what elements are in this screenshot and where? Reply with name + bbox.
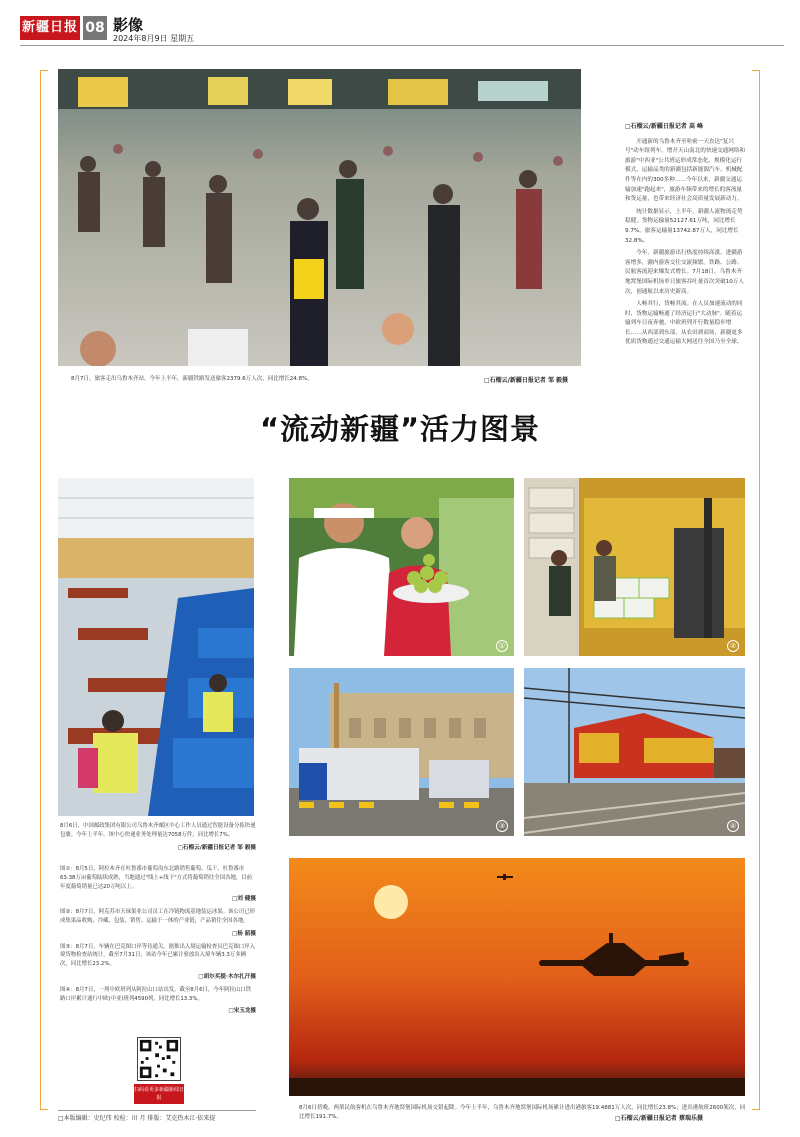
top-photo-credit: □石榴云/新疆日报记者 邹 毅摄 <box>484 377 569 384</box>
photo-number-4: ④ <box>727 820 739 832</box>
bottom-photo-caption: 8月6日傍晚，两架民航客机在乌鲁木齐地窝堡国际机场交错起降。今年上半年，乌鲁木齐地窝堡国际机场累计进出港旅客19.4881万人次，同比增长23.8%；进出港航班2600架次，同比增长191.7%。 <box>299 1105 746 1120</box>
photo-cold-chain-loading <box>524 478 745 656</box>
page-headline: “流动新疆”活力图景 <box>259 412 541 446</box>
post-caption-block <box>60 822 256 852</box>
photo-station-crowd <box>58 69 581 366</box>
article-byline: □石榴云/新疆日报记者 高 峰 <box>625 123 704 130</box>
page-number: 08 <box>83 16 107 40</box>
credit-photo-1: □刘 健摄 <box>231 896 256 903</box>
caption-photo-2: 图②：8月7日，阿克苏市天禄果业公司员工在冷链物流基地装运冰果。该公司已形成集果品收购、冷藏、包装、销售、运输于一体的产业链，产品销往全国各地。 <box>60 909 255 924</box>
qr-caption: 扫码看更多新疆新闻日报 <box>134 1084 184 1104</box>
article <box>625 122 747 351</box>
photo-airport-sunset <box>289 858 745 1096</box>
masthead <box>20 10 784 46</box>
top-photo-caption: 8月7日，旅客走出乌鲁木齐站。今年上半年，新疆铁路发送旅客2379.6万人次，同比增长24.8%。 <box>71 376 313 382</box>
issue-date: 2024年8月9日 星期五 <box>113 34 195 43</box>
left-frame-bracket <box>40 70 48 1110</box>
article-paragraph: 开通新的乌鲁木齐至哈密一天直达"复兴号"动车组列车，增开天山南北的快速交通网络和旅游"中西亚"公共班运形成常态化、规模化运行模式，运输品类的新疆包括新能源汽车、机械配件等在内的300多种……今年以来，新疆交通运输加速"跑起来"，旅游车频带来的增长的客流量和货运量，也带来经济社会高质量发展新动力。 <box>625 138 746 203</box>
right-frame-bracket <box>752 70 760 1110</box>
captions-list <box>60 865 256 1016</box>
credit-photo-4: □宋玉龙摄 <box>228 1008 256 1015</box>
photo-number-3: ③ <box>496 820 508 832</box>
photo-grape-sellers <box>289 478 514 656</box>
bottom-photo-credit: □石榴云/新疆日报记者 蔡瑞乐摄 <box>615 1115 703 1122</box>
article-paragraph: 今年，新疆旅游出行热度持续高涨，进疆游客增多，疆内游客交往交流频繁。铁路、公路、民航客流迎来爆发式增长。7月18日，乌鲁木齐地窝堡国际机场单日旅客吞吐量首次突破10万人次，创通航以来历史新高。 <box>625 250 744 295</box>
post-credit: □石榴云/新疆日报记者 邹 毅摄 <box>177 844 256 851</box>
section-title: 影像 <box>113 16 144 34</box>
photo-number-2: ② <box>727 640 739 652</box>
credit-photo-3: □胡尔买提·木尔扎汗摄 <box>198 973 256 980</box>
editor-credits: □本版编辑：史纪伟 校检：田 月 排版：艾克热木江·依来提 <box>58 1115 216 1122</box>
photo-china-europe-train <box>524 668 745 836</box>
photo-number-1: ① <box>496 640 508 652</box>
caption-photo-1: 图①：8月5日，阿拉木齐在吐鲁番市葡萄沟东北路销售葡萄、瓜干。吐鲁番市63.38万亩葡萄陆续成熟，当地通过"线上+线下"方式将葡萄销往全国各地，目前年度葡萄销量已达20万吨以上。 <box>60 866 253 890</box>
footer-divider <box>58 1110 256 1111</box>
credit-photo-2: □杨 韶摄 <box>231 930 256 937</box>
caption-photo-3: 图③：8月7日，车辆在巴克图口岸等待通关。据推出入境运输检查员巴克图口岸入境货物检查站统计，截至7月31日，该站今年已累计验放出入境车辆3.3万多辆次，同比增长23.2%。 <box>60 943 255 968</box>
qr-code[interactable] <box>137 1037 181 1081</box>
article-paragraph: 统计数据显示，上半年，新疆人流物流走势稳健，货物运输量52127.61万吨，同比增长9.7%，旅客运输量13742.87万人，同比增长32.8%。 <box>625 208 743 244</box>
post-caption: 8月6日，中国邮政集团有限公司乌鲁木齐邮区中心工作人员通过智能设备分拣快递包裹。今年上半年，该中心快递业务处理量达7058万件，同比增长7%。 <box>60 823 256 838</box>
article-paragraph: 人畅其行，货畅其流。在人员加速流动的同时，货物运输畅通了经济运行"大动脉"。随着运输列车日夜奔驰，中欧班列开行数量稳步增长……从西部到东部，从农田到商场，新疆更多优质货物通过交通运输大网送往全国乃至全球。 <box>625 301 743 346</box>
photo-port-trucks <box>289 668 514 836</box>
photo-parcel-sorting <box>58 478 254 816</box>
caption-photo-4: 图④：8月7日，一列中欧班列从阿拉山口站出发。截至8月6日，今年阿拉山口铁路口岸累计通行中欧(中亚)班列4590列，同比增长13.3%。 <box>60 986 252 1002</box>
newspaper-logo: 新疆日报 <box>20 16 80 40</box>
